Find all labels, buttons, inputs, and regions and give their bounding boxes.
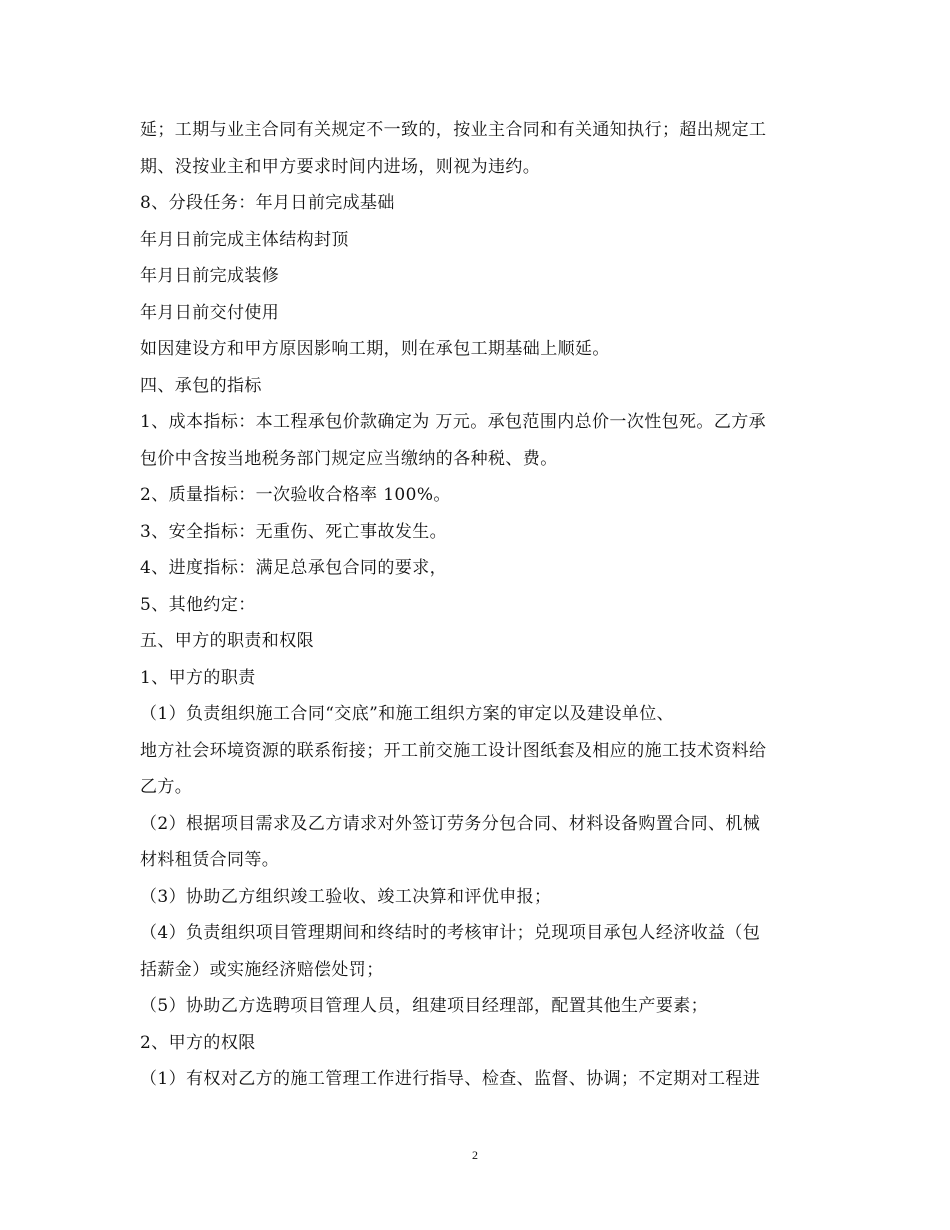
- text-line: （3）协助乙方组织竣工验收、竣工决算和评优申报；: [140, 886, 552, 907]
- text-line: 地方社会环境资源的联系衔接；开工前交施工设计图纸套及相应的施工技术资料给: [140, 740, 767, 761]
- text-line: （1）有权对乙方的施工管理工作进行指导、检查、监督、协调；不定期对工程进: [140, 1069, 761, 1089]
- text-line: 乙方。: [140, 777, 193, 797]
- page-number: 2: [472, 1148, 478, 1162]
- text-line: 年月日前完成装修: [140, 266, 280, 286]
- text-line: 括薪金）或实施经济赔偿处罚；: [140, 959, 384, 980]
- text-line: 4、进度指标：满足总承包合同的要求，: [140, 558, 448, 578]
- text-line: 8、分段任务：年月日前完成基础: [140, 193, 395, 213]
- text-line: （4）负责组织项目管理期间和终结时的考核审计；兑现项目承包人经济收益（包: [140, 923, 761, 943]
- subsection-heading: 1、甲方的职责: [140, 667, 256, 688]
- text-line: （2）根据项目需求及乙方请求对外签订劳务分包合同、材料设备购置合同、机械: [140, 813, 761, 834]
- text-line: 包价中含按当地税务部门规定应当缴纳的各种税、费。: [140, 448, 558, 469]
- text-line: （5）协助乙方选聘项目管理人员，组建项目经理部，配置其他生产要素；: [140, 996, 709, 1016]
- document-body: [140, 112, 820, 1098]
- text-line: 期、没按业主和甲方要求时间内进场，则视为违约。: [140, 156, 541, 177]
- section-heading: 五、甲方的职责和权限: [140, 631, 314, 651]
- text-line: 延；工期与业主合同有关规定不一致的，按业主合同和有关通知执行；超出规定工: [140, 120, 767, 140]
- text-line: 2、质量指标：一次验收合格率 100%。: [140, 485, 451, 505]
- text-line: 3、安全指标：无重伤、死亡事故发生。: [140, 521, 448, 542]
- text-line: 年月日前完成主体结构封顶: [140, 229, 349, 250]
- text-line: 5、其他约定：: [140, 594, 256, 615]
- text-line: 如因建设方和甲方原因影响工期，则在承包工期基础上顺延。: [140, 339, 610, 359]
- subsection-heading: 2、甲方的权限: [140, 1032, 256, 1053]
- text-line: 材料租赁合同等。: [140, 850, 280, 870]
- text-line: （1）负责组织施工合同“交底”和施工组织方案的审定以及建设单位、: [140, 704, 674, 724]
- text-line: 年月日前交付使用: [140, 302, 280, 323]
- section-heading: 四、承包的指标: [140, 375, 262, 396]
- text-line: 1、成本指标：本工程承包价款确定为 万元。承包范围内总价一次性包死。乙方承: [140, 412, 767, 432]
